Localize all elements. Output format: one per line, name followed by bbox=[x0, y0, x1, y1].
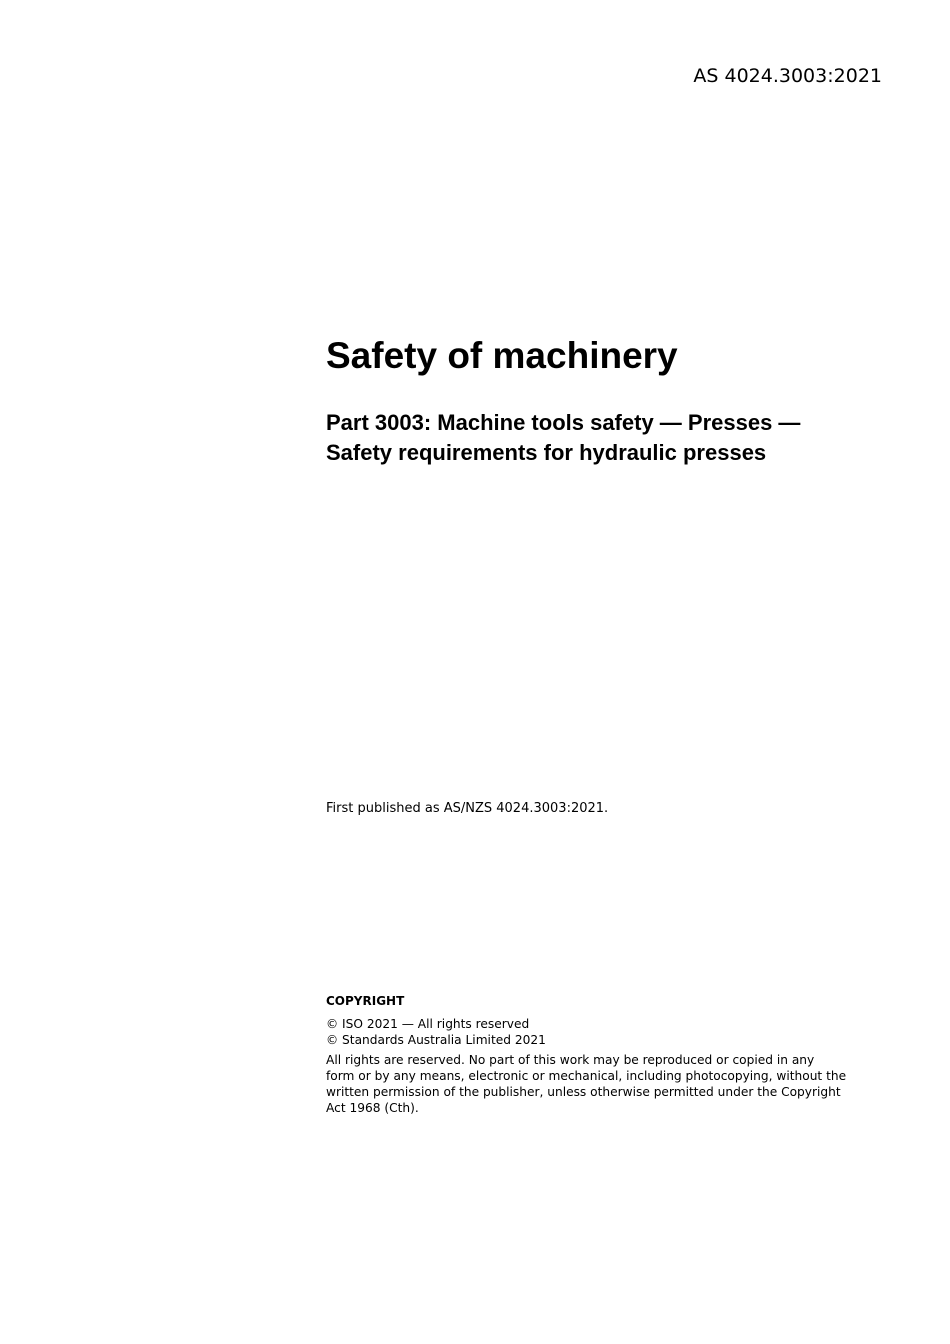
standard-number: AS 4024.3003:2021 bbox=[693, 65, 882, 87]
rights-line: All rights are reserved. No part of this work may be reproduced or copied in any bbox=[326, 1053, 815, 1067]
rights-line: form or by any means, electronic or mechanical, including photocopying, without the bbox=[326, 1069, 847, 1083]
subtitle-line: Safety requirements for hydraulic presses bbox=[326, 440, 767, 465]
copyright-heading: COPYRIGHT bbox=[326, 994, 405, 1008]
copyright-section bbox=[326, 993, 866, 1116]
document-subtitle bbox=[326, 408, 886, 468]
copyright-notices bbox=[326, 1016, 866, 1048]
copyright-notice: © ISO 2021 — All rights reserved bbox=[326, 1017, 530, 1031]
rights-line: Act 1968 (Cth). bbox=[326, 1101, 419, 1115]
rights-line: written permission of the publisher, unless otherwise permitted under the Copyright bbox=[326, 1085, 841, 1099]
first-published-note: First published as AS/NZS 4024.3003:2021. bbox=[326, 801, 609, 816]
rights-statement bbox=[326, 1052, 866, 1116]
subtitle-line: Part 3003: Machine tools safety — Presses — bbox=[326, 410, 801, 435]
copyright-notice: © Standards Australia Limited 2021 bbox=[326, 1033, 546, 1047]
document-title: Safety of machinery bbox=[326, 335, 678, 376]
